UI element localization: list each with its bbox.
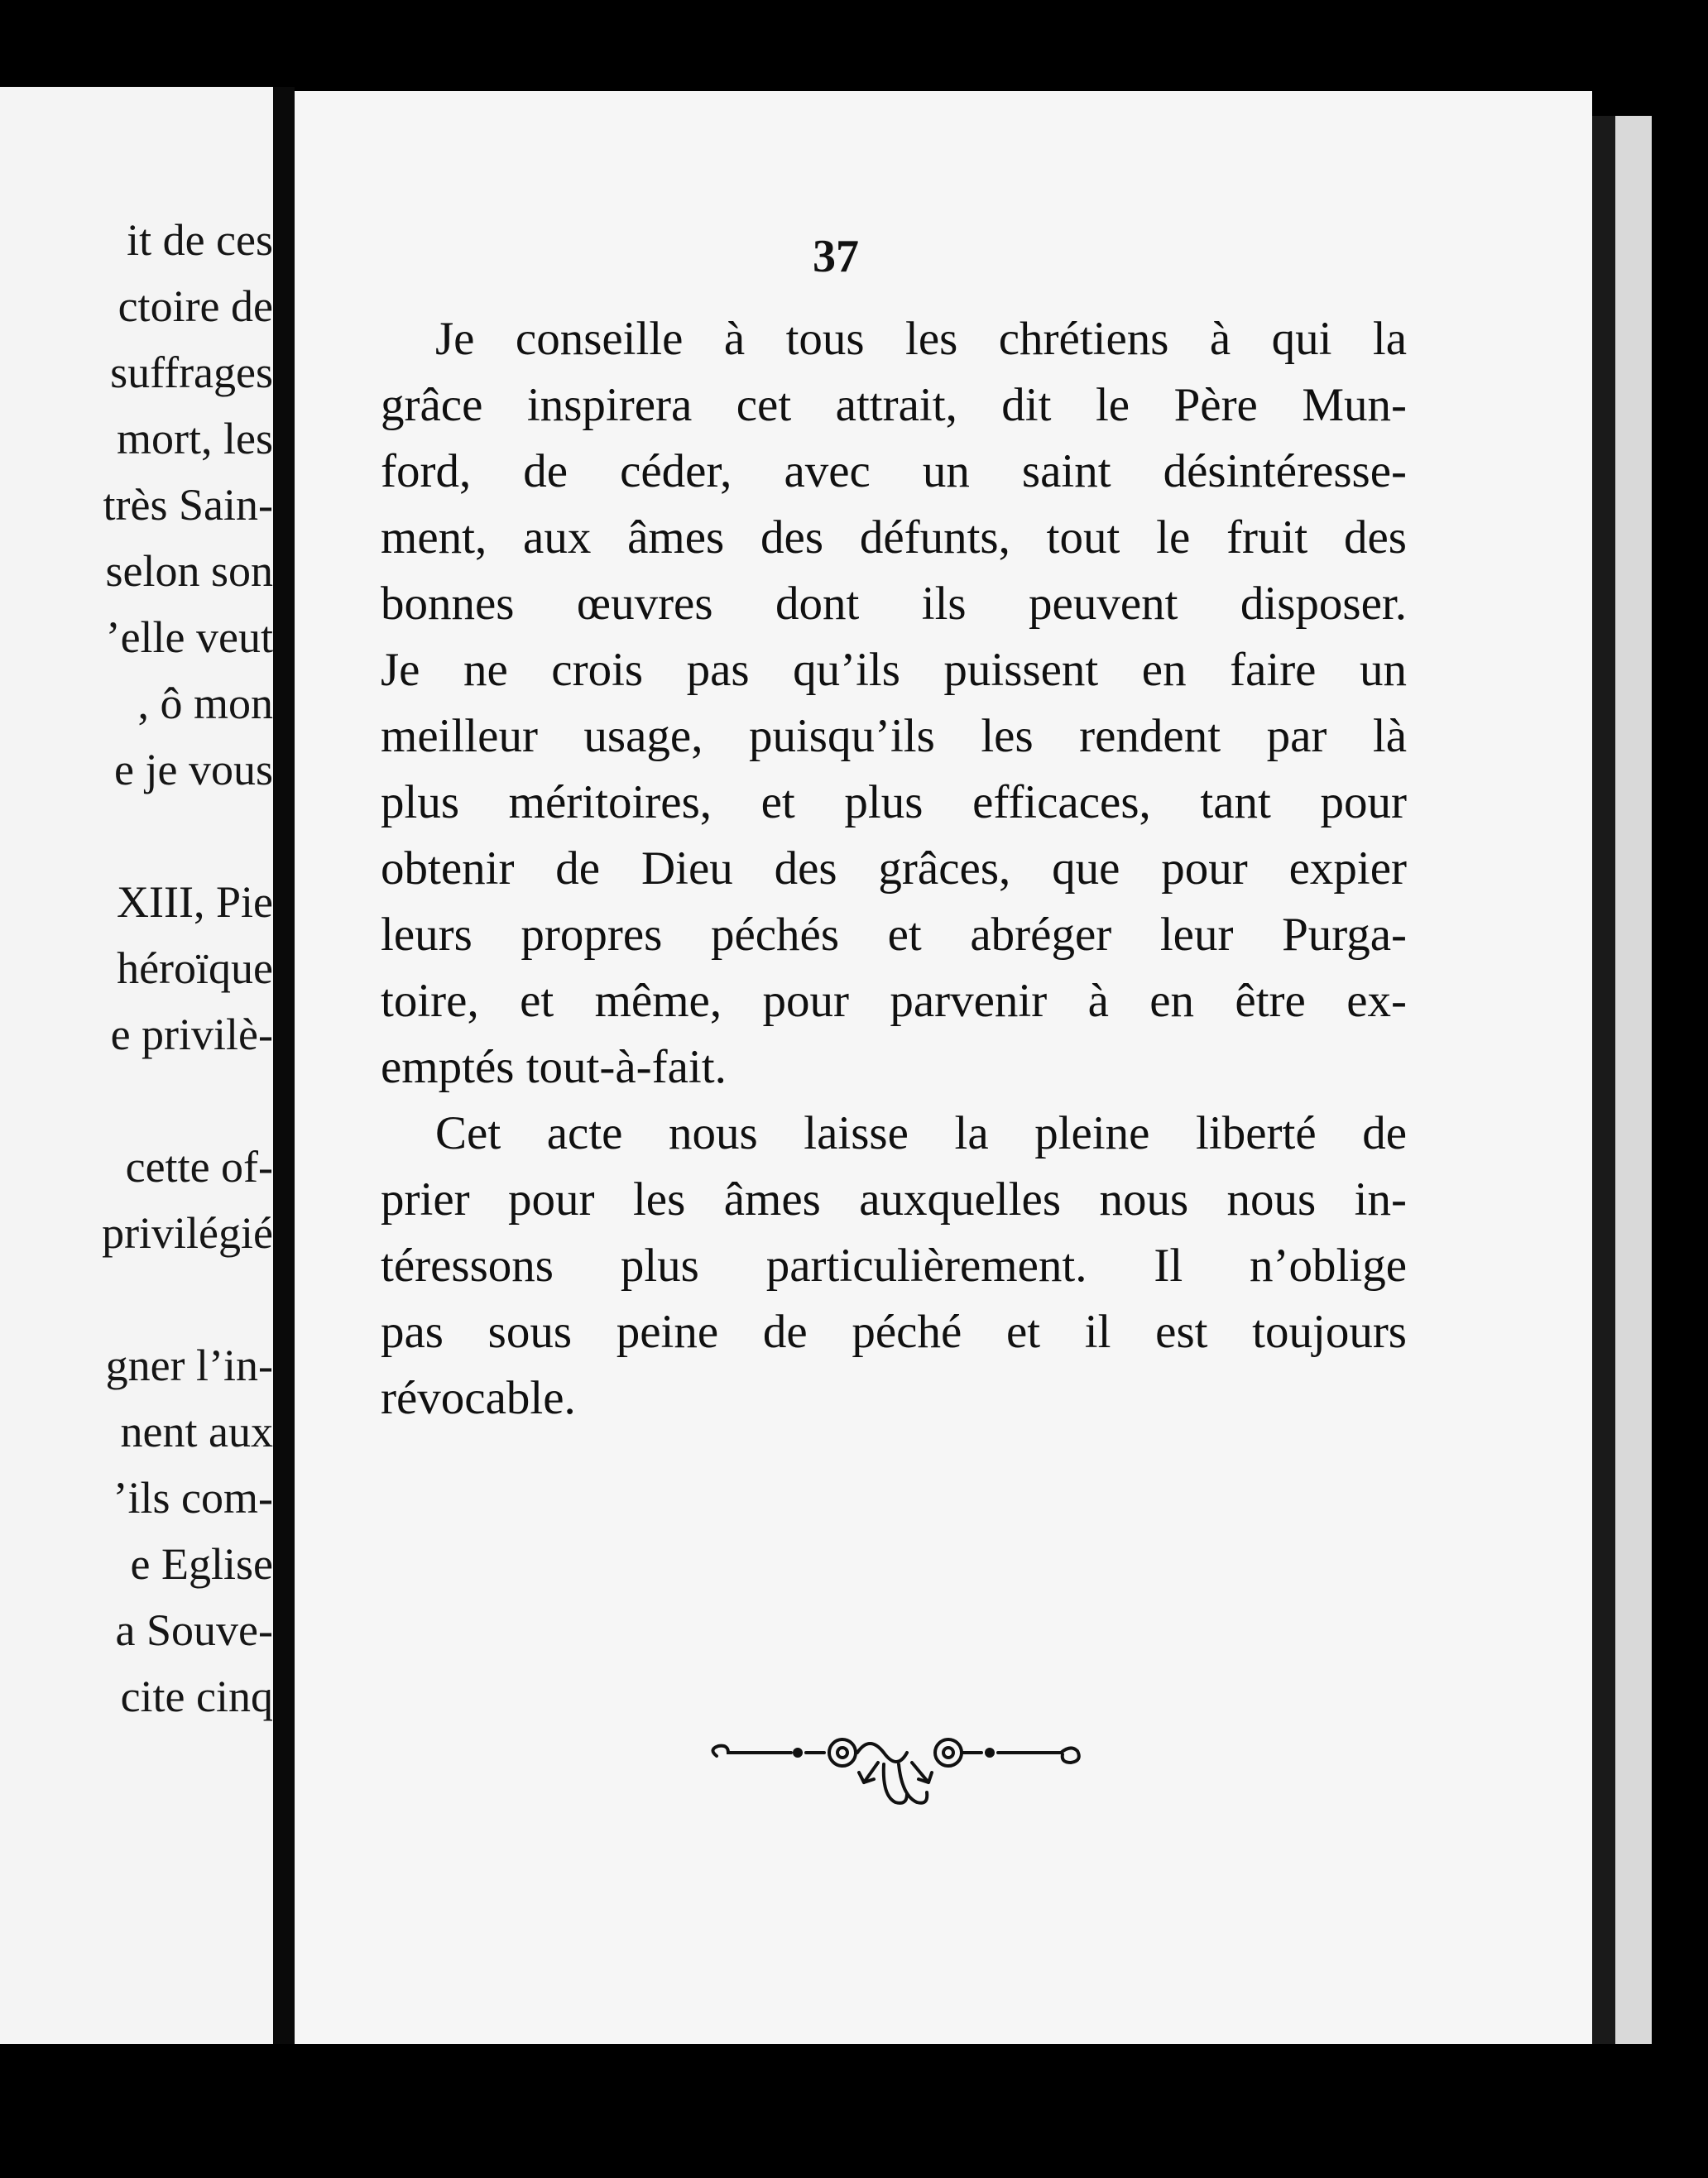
book-gutter (273, 87, 295, 2044)
text-line: emptés tout-à-fait. (381, 1041, 727, 1093)
text-line: Je conseille à tous les chrétiens à qui la (435, 313, 1407, 365)
left-page-text-line: cette of- (125, 1142, 273, 1192)
left-page-text-line: nent aux (120, 1407, 273, 1456)
left-page-text-line: selon son (105, 546, 273, 596)
text-line: meilleur usage, puisqu’ils les rendent par là (381, 710, 1407, 762)
left-page-text-line: héroïque (117, 943, 273, 993)
text-line: obtenir de Dieu des grâces, que pour expier (381, 842, 1407, 895)
page-edge-shadow (1592, 116, 1615, 2044)
left-page-text-line: e privilè- (110, 1010, 273, 1059)
text-line: bonnes œuvres dont ils peuvent disposer. (381, 578, 1407, 630)
left-page-text-line: mort, les (117, 414, 273, 463)
text-line: ment, aux âmes des défunts, tout le fruit des (381, 511, 1407, 564)
text-line: toire, et même, pour parvenir à en être ex- (381, 975, 1407, 1027)
text-line: plus méritoires, et plus efficaces, tant pour (381, 776, 1407, 828)
left-page-text-line: suffrages (110, 348, 273, 397)
paragraph (381, 306, 1407, 1101)
page-body-text (381, 306, 1407, 1432)
text-line: pas sous peine de péché et il est toujours (381, 1306, 1407, 1358)
left-page-text-line: it de ces (127, 215, 273, 265)
text-line: ford, de céder, avec un saint désintéresse- (381, 445, 1407, 497)
left-page-text-line: gner l’in- (105, 1341, 273, 1390)
text-line: leurs propres péchés et abréger leur Purga- (381, 909, 1407, 961)
left-page-text-line: cite cinq (120, 1672, 273, 1721)
left-page-text-line: XIII, Pie (117, 877, 273, 927)
left-page-text-line: ’ils com- (113, 1473, 273, 1523)
decorative-ornament (700, 1713, 1097, 1829)
left-page (0, 87, 280, 2044)
page-number: 37 (813, 231, 859, 282)
text-line: grâce inspirera cet attrait, dit le Père Mun- (381, 379, 1407, 431)
left-page-text-line: ctoire de (118, 281, 273, 331)
paragraph (381, 1101, 1407, 1432)
text-line: Je ne crois pas qu’ils puissent en faire un (381, 644, 1407, 696)
text-line: téressons plus particulièrement. Il n’oblige (381, 1240, 1407, 1292)
left-page-text-line: privilégié (102, 1208, 273, 1258)
page-stack-edge (1615, 116, 1652, 2044)
left-page-text-line: e je vous (114, 745, 273, 794)
left-page-text-line: ’elle veut (105, 612, 273, 662)
left-page-text-line: e Eglise (130, 1539, 273, 1589)
right-page (295, 91, 1592, 2044)
left-page-text-line: , ô mon (137, 679, 273, 728)
text-line: révocable. (381, 1372, 576, 1424)
text-line: Cet acte nous laisse la pleine liberté de (435, 1107, 1407, 1159)
left-page-text-line: a Souve- (115, 1605, 273, 1655)
text-line: prier pour les âmes auxquelles nous nous in- (381, 1173, 1407, 1226)
left-page-text-line: très Sain- (103, 480, 273, 530)
